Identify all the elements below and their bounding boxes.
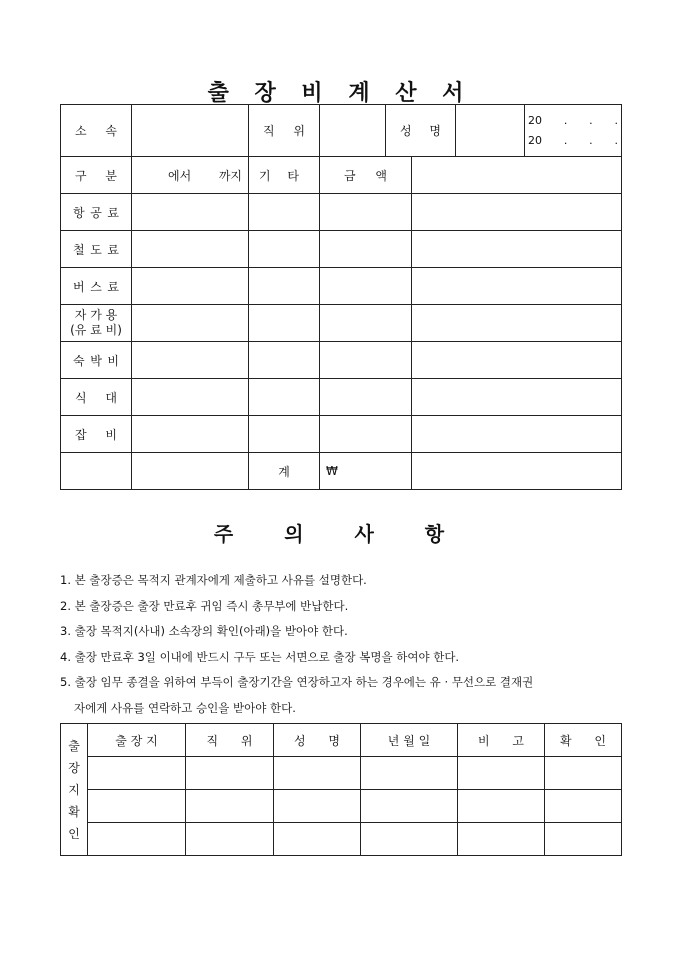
notes-list	[60, 568, 533, 721]
confirm-side-label: 출 장 지 확 인	[61, 724, 88, 856]
remarks-cell[interactable]	[412, 157, 622, 194]
other-label: 기 타	[249, 157, 320, 194]
cell[interactable]	[274, 757, 361, 790]
item-label: 버 스 료	[61, 268, 132, 305]
cell[interactable]	[88, 823, 186, 856]
cell[interactable]	[458, 790, 545, 823]
cell[interactable]	[545, 757, 622, 790]
cell[interactable]	[186, 823, 274, 856]
affiliation-field[interactable]	[132, 105, 249, 157]
note-item: 3. 출장 목적지(사내) 소속장의 확인(아래)을 받아야 한다.	[60, 624, 348, 638]
item-label: 자 가 용 (유 료 비)	[61, 305, 132, 342]
destination-confirm-table	[60, 723, 622, 856]
cell[interactable]	[186, 757, 274, 790]
header-remarks: 비 고	[458, 724, 545, 757]
cell[interactable]	[545, 790, 622, 823]
total-blank	[132, 453, 249, 490]
total-label: 계	[249, 453, 320, 490]
date-field[interactable]: 20 . . . 20 . . .	[525, 105, 622, 157]
note-item: 1. 본 출장증은 목적지 관계자에게 제출하고 사유를 설명한다.	[60, 573, 367, 587]
category-label: 구 분	[61, 157, 132, 194]
note-item: 2. 본 출장증은 출장 만료후 귀임 즉시 총무부에 반납한다.	[60, 598, 349, 613]
amount-cell[interactable]	[320, 305, 412, 342]
item-label: 식 대	[61, 379, 132, 416]
total-blank	[61, 453, 132, 490]
other-cell[interactable]	[249, 231, 320, 268]
amount-cell[interactable]	[320, 416, 412, 453]
confirm-row	[61, 757, 622, 790]
notes-title: 주 의 사 항	[213, 522, 467, 546]
form-title: 출 장 비 계 산 서	[207, 80, 473, 106]
other-cell[interactable]	[249, 416, 320, 453]
amount-cell[interactable]	[320, 342, 412, 379]
remarks-cell[interactable]	[412, 268, 622, 305]
header-destination: 출 장 지	[88, 724, 186, 757]
amount-cell[interactable]	[320, 268, 412, 305]
route-cell[interactable]	[132, 268, 249, 305]
header-name: 성 명	[274, 724, 361, 757]
amount-label: 금 액	[320, 157, 412, 194]
remarks-cell[interactable]	[412, 453, 622, 490]
remarks-cell[interactable]	[412, 342, 622, 379]
other-cell[interactable]	[249, 342, 320, 379]
note-item: 4. 출장 만료후 3일 이내에 반드시 구두 또는 서면으로 출장 복명을 하여야 한다.	[60, 649, 460, 664]
position-field[interactable]	[320, 105, 386, 157]
item-label: 숙 박 비	[61, 342, 132, 379]
remarks-cell[interactable]	[412, 194, 622, 231]
other-cell[interactable]	[249, 194, 320, 231]
route-cell[interactable]	[132, 416, 249, 453]
note-item-continued: 자에게 사유를 연락하고 승인을 받아야 한다.	[74, 700, 296, 715]
cell[interactable]	[88, 757, 186, 790]
header-date: 년 월 일	[361, 724, 458, 757]
from-to-label: 에서 까지	[132, 157, 249, 194]
confirm-row	[61, 790, 622, 823]
amount-cell[interactable]	[320, 194, 412, 231]
route-cell[interactable]	[132, 342, 249, 379]
route-cell[interactable]	[132, 231, 249, 268]
item-label: 항 공 료	[61, 194, 132, 231]
total-amount-field[interactable]: ₩	[320, 453, 412, 490]
expense-table	[60, 104, 622, 490]
cell[interactable]	[458, 823, 545, 856]
name-label: 성 명	[386, 105, 456, 157]
cell[interactable]	[361, 790, 458, 823]
item-label: 철 도 료	[61, 231, 132, 268]
other-cell[interactable]	[249, 379, 320, 416]
cell[interactable]	[361, 823, 458, 856]
remarks-cell[interactable]	[412, 305, 622, 342]
name-field[interactable]	[456, 105, 525, 157]
remarks-cell[interactable]	[412, 379, 622, 416]
other-cell[interactable]	[249, 268, 320, 305]
remarks-cell[interactable]	[412, 231, 622, 268]
cell[interactable]	[458, 757, 545, 790]
note-item: 5. 출장 임무 종결을 위하여 부득이 출장기간을 연장하고자 하는 경우에는 유 · 무선으로 결재권	[60, 675, 534, 689]
cell[interactable]	[274, 790, 361, 823]
route-cell[interactable]	[132, 194, 249, 231]
route-cell[interactable]	[132, 379, 249, 416]
cell[interactable]	[274, 823, 361, 856]
cell[interactable]	[545, 823, 622, 856]
amount-cell[interactable]	[320, 379, 412, 416]
route-cell[interactable]	[132, 305, 249, 342]
confirm-row	[61, 823, 622, 856]
cell[interactable]	[88, 790, 186, 823]
header-position: 직 위	[186, 724, 274, 757]
position-label: 직 위	[249, 105, 320, 157]
cell[interactable]	[186, 790, 274, 823]
other-cell[interactable]	[249, 305, 320, 342]
remarks-cell[interactable]	[412, 416, 622, 453]
header-confirm: 확 인	[545, 724, 622, 757]
amount-cell[interactable]	[320, 231, 412, 268]
affiliation-label: 소 속	[61, 105, 132, 157]
item-label: 잡 비	[61, 416, 132, 453]
cell[interactable]	[361, 757, 458, 790]
